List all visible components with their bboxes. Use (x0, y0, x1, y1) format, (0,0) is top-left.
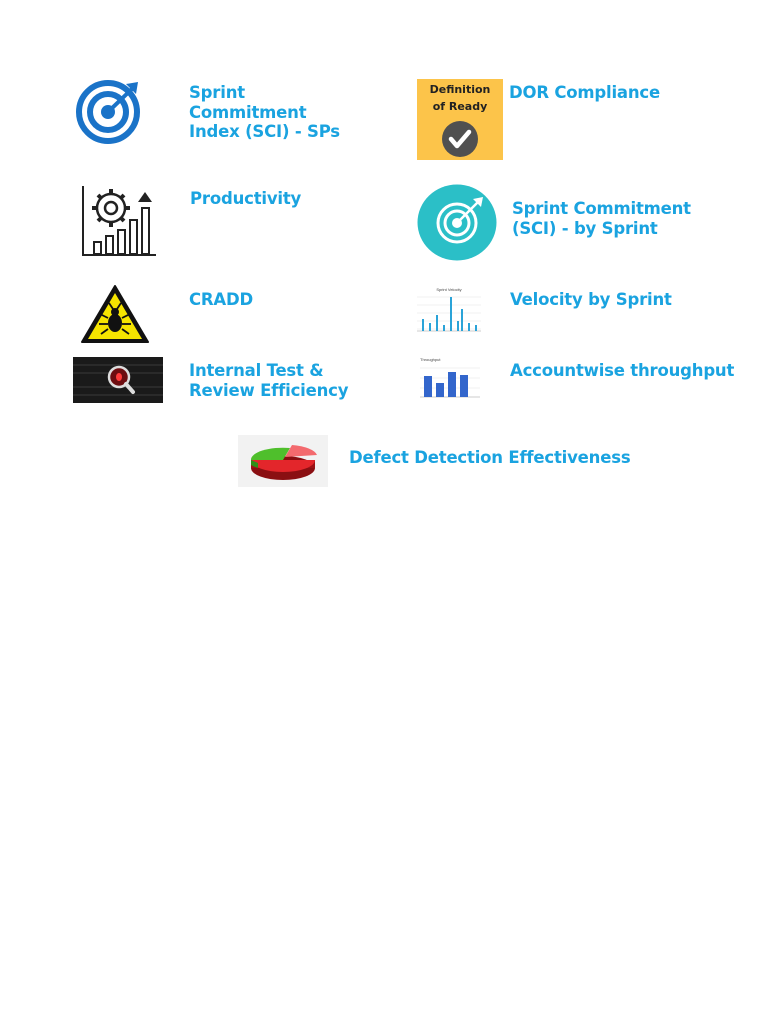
throughput-chart-icon (414, 356, 484, 402)
sci-by-sprint-label: Sprint Commitment (SCI) - by Sprint (512, 199, 691, 238)
velocity-by-sprint-label: Velocity by Sprint (510, 290, 672, 309)
accountwise-throughput-label: Accountwise throughput (510, 361, 735, 380)
sci-sprint-label-clip (512, 199, 691, 241)
dor-badge-line2: of Ready (432, 100, 488, 113)
velocity-label-clip (510, 290, 672, 312)
gear-bar-chart-icon (80, 184, 158, 258)
dor-badge-line1: Definition (429, 83, 491, 96)
sci-sp-label: Sprint Commitment Index (SCI) - SPs (189, 83, 340, 141)
internal-test-review-label: Internal Test & Review Efficiency (189, 361, 349, 400)
cradd-label: CRADD (189, 290, 253, 309)
dor-label-clip (509, 83, 660, 105)
definition-of-ready-icon (417, 79, 503, 160)
velocity-chart-icon (405, 285, 485, 343)
productivity-label: Productivity (190, 189, 302, 208)
throughput-label-clip (510, 361, 735, 383)
pie-chart-icon (238, 435, 328, 487)
target-icon (76, 80, 142, 142)
magnifier-bug-icon (73, 357, 163, 403)
throughput-chart-title: Throughput (420, 357, 441, 362)
defect-detection-effectiveness-label: Defect Detection Effectiveness (349, 448, 631, 467)
dor-compliance-label: DOR Compliance (509, 83, 660, 102)
velocity-chart-title: Sprint Velocity (436, 287, 462, 292)
teal-target-icon (417, 184, 497, 261)
bug-warning-icon (80, 284, 150, 344)
